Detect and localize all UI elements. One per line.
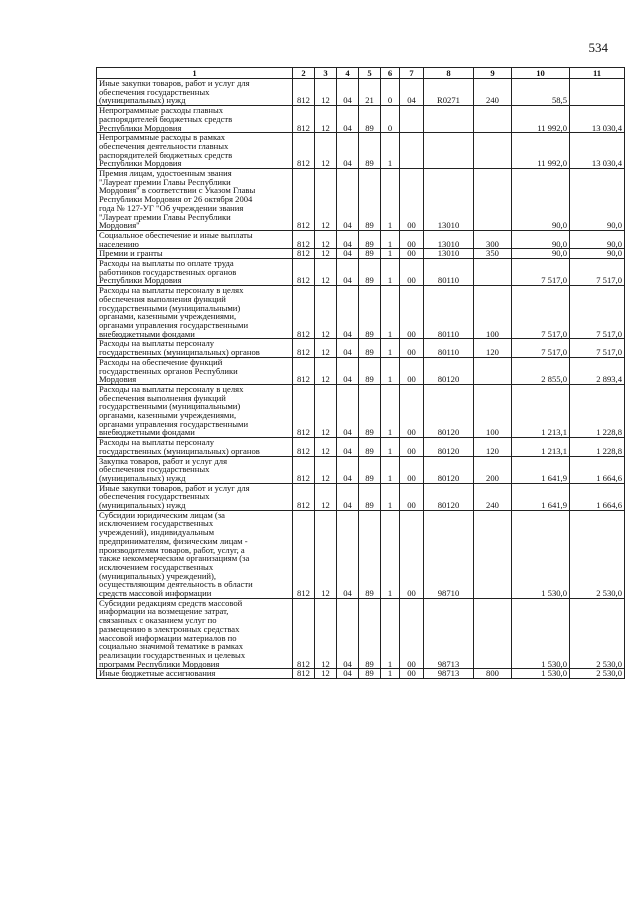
row-cell-col-7: 04 — [400, 79, 424, 106]
row-cell-col-9 — [474, 106, 512, 133]
row-cell-col-8: 80120 — [424, 456, 474, 483]
row-cell-col-6: 0 — [381, 106, 400, 133]
row-cell-col-11: 2 530,0 — [570, 598, 625, 669]
row-cell-col-4: 04 — [337, 483, 359, 510]
row-cell-col-5: 89 — [359, 510, 381, 598]
row-cell-col-6: 1 — [381, 249, 400, 259]
row-cell-col-2: 812 — [293, 438, 315, 456]
row-cell-col-8: 80120 — [424, 483, 474, 510]
row-cell-col-7: 00 — [400, 249, 424, 259]
row-cell-col-10: 11 992,0 — [512, 106, 570, 133]
row-cell-col-3: 12 — [315, 79, 337, 106]
column-header-8: 8 — [424, 68, 474, 79]
table-row — [97, 79, 625, 106]
row-cell-col-4: 04 — [337, 339, 359, 357]
row-cell-col-3: 12 — [315, 598, 337, 669]
row-cell-col-10: 7 517,0 — [512, 286, 570, 339]
row-cell-col-2: 812 — [293, 357, 315, 384]
row-cell-col-2: 812 — [293, 339, 315, 357]
row-cell-col-9 — [474, 357, 512, 384]
row-cell-col-4: 04 — [337, 259, 359, 286]
table-row — [97, 384, 625, 437]
row-cell-col-10: 7 517,0 — [512, 339, 570, 357]
row-cell-col-11: 2 893,4 — [570, 357, 625, 384]
row-cell-col-7: 00 — [400, 286, 424, 339]
row-cell-col-3: 12 — [315, 510, 337, 598]
row-cell-col-8: 98710 — [424, 510, 474, 598]
row-cell-col-6: 1 — [381, 357, 400, 384]
table-row — [97, 230, 625, 248]
row-cell-col-7: 00 — [400, 259, 424, 286]
row-cell-col-2: 812 — [293, 598, 315, 669]
row-cell-col-4: 04 — [337, 598, 359, 669]
row-cell-col-10: 90,0 — [512, 169, 570, 231]
row-name-cell: Субсидии редакциям средств массовой информации на возмещение затрат, связанных с оказанием услуг по размещению в электронных средствах массовой информации материалов по социально значимой тематике в рамках реализации государственных и целевых программ Республики Мордовия — [97, 598, 293, 669]
row-cell-col-4: 04 — [337, 456, 359, 483]
column-header-3: 3 — [315, 68, 337, 79]
row-cell-col-8: 13010 — [424, 169, 474, 231]
row-cell-col-10: 1 530,0 — [512, 598, 570, 669]
row-cell-col-6: 1 — [381, 438, 400, 456]
row-cell-col-9: 120 — [474, 438, 512, 456]
row-cell-col-10: 58,5 — [512, 79, 570, 106]
row-cell-col-2: 812 — [293, 669, 315, 679]
row-cell-col-4: 04 — [337, 669, 359, 679]
row-cell-col-2: 812 — [293, 384, 315, 437]
row-cell-col-8: 80120 — [424, 438, 474, 456]
row-cell-col-2: 812 — [293, 106, 315, 133]
row-name-cell: Социальное обеспечение и иные выплаты населению — [97, 230, 293, 248]
row-cell-col-8: 80110 — [424, 259, 474, 286]
row-cell-col-9: 100 — [474, 384, 512, 437]
row-cell-col-9: 100 — [474, 286, 512, 339]
row-cell-col-6: 1 — [381, 133, 400, 169]
row-cell-col-3: 12 — [315, 259, 337, 286]
row-cell-col-6: 1 — [381, 339, 400, 357]
row-cell-col-9: 800 — [474, 669, 512, 679]
row-name-cell: Расходы на выплаты по оплате труда работников государственных органов Республики Мордовия — [97, 259, 293, 286]
row-cell-col-10: 1 530,0 — [512, 669, 570, 679]
row-name-cell: Расходы на выплаты персоналу в целях обеспечения выполнения функций государственными (муниципальными) органами, казенными учреждениями, органами управления государственными внебюджетными фондами — [97, 286, 293, 339]
row-name-cell: Премия лицам, удостоенным звания "Лауреат премии Главы Республики Мордовия" в соответствии с Указом Главы Республики Мордовия от 26 октября 2004 года № 127-УГ "Об учреждении звания "Лауреат премии Главы Республики Мордовия" — [97, 169, 293, 231]
row-cell-col-5: 89 — [359, 339, 381, 357]
row-cell-col-5: 89 — [359, 169, 381, 231]
row-cell-col-9: 200 — [474, 456, 512, 483]
row-cell-col-11: 1 664,6 — [570, 456, 625, 483]
row-name-cell: Расходы на выплаты персоналу государственных (муниципальных) органов — [97, 339, 293, 357]
row-cell-col-2: 812 — [293, 483, 315, 510]
table-row — [97, 169, 625, 231]
row-cell-col-9: 120 — [474, 339, 512, 357]
row-cell-col-11: 7 517,0 — [570, 339, 625, 357]
row-cell-col-4: 04 — [337, 438, 359, 456]
row-cell-col-9 — [474, 169, 512, 231]
column-header-9: 9 — [474, 68, 512, 79]
row-cell-col-7: 00 — [400, 510, 424, 598]
row-cell-col-11: 90,0 — [570, 249, 625, 259]
row-cell-col-5: 89 — [359, 669, 381, 679]
row-name-cell: Непрограммные расходы в рамках обеспечения деятельности главных распорядителей бюджетных средств Республики Мордовия — [97, 133, 293, 169]
row-cell-col-6: 1 — [381, 483, 400, 510]
row-cell-col-6: 1 — [381, 510, 400, 598]
row-cell-col-2: 812 — [293, 249, 315, 259]
row-cell-col-10: 90,0 — [512, 230, 570, 248]
row-cell-col-4: 04 — [337, 79, 359, 106]
row-cell-col-2: 812 — [293, 456, 315, 483]
row-name-cell: Расходы на обеспечение функций государственных органов Республики Мордовия — [97, 357, 293, 384]
row-cell-col-11: 7 517,0 — [570, 259, 625, 286]
column-header-10: 10 — [512, 68, 570, 79]
row-cell-col-10: 90,0 — [512, 249, 570, 259]
table-row — [97, 669, 625, 679]
row-cell-col-8: 13010 — [424, 249, 474, 259]
column-header-7: 7 — [400, 68, 424, 79]
row-cell-col-6: 1 — [381, 669, 400, 679]
row-cell-col-11: 13 030,4 — [570, 106, 625, 133]
table-row — [97, 483, 625, 510]
row-cell-col-5: 89 — [359, 249, 381, 259]
row-cell-col-8: 80110 — [424, 286, 474, 339]
row-cell-col-5: 89 — [359, 286, 381, 339]
row-cell-col-3: 12 — [315, 286, 337, 339]
row-cell-col-10: 1 641,9 — [512, 456, 570, 483]
row-cell-col-10: 1 213,1 — [512, 384, 570, 437]
column-header-5: 5 — [359, 68, 381, 79]
column-header-1: 1 — [97, 68, 293, 79]
row-cell-col-8 — [424, 106, 474, 133]
row-cell-col-11: 1 228,8 — [570, 384, 625, 437]
row-cell-col-2: 812 — [293, 259, 315, 286]
row-cell-col-5: 89 — [359, 456, 381, 483]
row-cell-col-5: 89 — [359, 357, 381, 384]
row-cell-col-6: 0 — [381, 79, 400, 106]
row-cell-col-4: 04 — [337, 169, 359, 231]
row-cell-col-6: 1 — [381, 598, 400, 669]
row-cell-col-3: 12 — [315, 230, 337, 248]
row-cell-col-8 — [424, 133, 474, 169]
row-cell-col-4: 04 — [337, 249, 359, 259]
row-name-cell: Иные закупки товаров, работ и услуг для обеспечения государственных (муниципальных) нужд — [97, 79, 293, 106]
row-cell-col-5: 89 — [359, 106, 381, 133]
row-cell-col-5: 89 — [359, 259, 381, 286]
row-cell-col-10: 1 641,9 — [512, 483, 570, 510]
column-header-2: 2 — [293, 68, 315, 79]
row-cell-col-7: 00 — [400, 456, 424, 483]
row-cell-col-8: 98713 — [424, 669, 474, 679]
table-row — [97, 259, 625, 286]
row-cell-col-6: 1 — [381, 286, 400, 339]
table-row — [97, 286, 625, 339]
row-cell-col-8: 80120 — [424, 357, 474, 384]
row-cell-col-4: 04 — [337, 106, 359, 133]
row-cell-col-3: 12 — [315, 438, 337, 456]
row-cell-col-4: 04 — [337, 133, 359, 169]
row-cell-col-8: 80120 — [424, 384, 474, 437]
table-row — [97, 133, 625, 169]
row-cell-col-5: 89 — [359, 384, 381, 437]
row-cell-col-7: 00 — [400, 483, 424, 510]
row-cell-col-2: 812 — [293, 510, 315, 598]
row-cell-col-10: 1 213,1 — [512, 438, 570, 456]
row-cell-col-2: 812 — [293, 133, 315, 169]
row-cell-col-10: 7 517,0 — [512, 259, 570, 286]
table-row — [97, 106, 625, 133]
row-cell-col-4: 04 — [337, 384, 359, 437]
row-name-cell: Иные закупки товаров, работ и услуг для обеспечения государственных (муниципальных) нужд — [97, 483, 293, 510]
row-cell-col-7: 00 — [400, 230, 424, 248]
row-cell-col-10: 1 530,0 — [512, 510, 570, 598]
row-name-cell: Расходы на выплаты персоналу государственных (муниципальных) органов — [97, 438, 293, 456]
row-cell-col-2: 812 — [293, 230, 315, 248]
row-cell-col-8: 13010 — [424, 230, 474, 248]
row-cell-col-7 — [400, 106, 424, 133]
row-cell-col-5: 89 — [359, 133, 381, 169]
table-row — [97, 357, 625, 384]
row-cell-col-11: 90,0 — [570, 230, 625, 248]
column-header-6: 6 — [381, 68, 400, 79]
row-cell-col-3: 12 — [315, 357, 337, 384]
table-row — [97, 510, 625, 598]
row-cell-col-7 — [400, 133, 424, 169]
row-cell-col-7: 00 — [400, 169, 424, 231]
row-cell-col-9 — [474, 598, 512, 669]
row-cell-col-11: 90,0 — [570, 169, 625, 231]
row-cell-col-5: 21 — [359, 79, 381, 106]
row-cell-col-3: 12 — [315, 169, 337, 231]
row-cell-col-9: 300 — [474, 230, 512, 248]
row-cell-col-7: 00 — [400, 438, 424, 456]
row-cell-col-6: 1 — [381, 230, 400, 248]
row-cell-col-7: 00 — [400, 357, 424, 384]
row-cell-col-4: 04 — [337, 286, 359, 339]
row-cell-col-5: 89 — [359, 230, 381, 248]
row-cell-col-4: 04 — [337, 510, 359, 598]
table-row — [97, 438, 625, 456]
row-name-cell: Иные бюджетные ассигнования — [97, 669, 293, 679]
row-cell-col-7: 00 — [400, 384, 424, 437]
row-cell-col-3: 12 — [315, 384, 337, 437]
page-number: 534 — [588, 40, 608, 55]
row-cell-col-3: 12 — [315, 669, 337, 679]
row-cell-col-3: 12 — [315, 133, 337, 169]
row-cell-col-3: 12 — [315, 483, 337, 510]
row-cell-col-9: 240 — [474, 483, 512, 510]
row-cell-col-3: 12 — [315, 456, 337, 483]
row-cell-col-11: 1 228,8 — [570, 438, 625, 456]
table-row — [97, 339, 625, 357]
row-cell-col-6: 1 — [381, 384, 400, 437]
row-cell-col-3: 12 — [315, 249, 337, 259]
row-cell-col-8: 80110 — [424, 339, 474, 357]
row-cell-col-3: 12 — [315, 106, 337, 133]
row-cell-col-11: 2 530,0 — [570, 669, 625, 679]
row-cell-col-7: 00 — [400, 598, 424, 669]
row-cell-col-5: 89 — [359, 598, 381, 669]
row-cell-col-2: 812 — [293, 169, 315, 231]
row-cell-col-9 — [474, 259, 512, 286]
row-cell-col-4: 04 — [337, 357, 359, 384]
row-cell-col-11: 7 517,0 — [570, 286, 625, 339]
row-name-cell: Расходы на выплаты персоналу в целях обеспечения выполнения функций государственными (муниципальными) органами, казенными учреждениями, органами управления государственными внебюджетными фондами — [97, 384, 293, 437]
row-name-cell: Непрограммные расходы главных распорядителей бюджетных средств Республики Мордовия — [97, 106, 293, 133]
row-cell-col-6: 1 — [381, 259, 400, 286]
row-cell-col-5: 89 — [359, 438, 381, 456]
row-cell-col-6: 1 — [381, 456, 400, 483]
table-row — [97, 598, 625, 669]
column-header-4: 4 — [337, 68, 359, 79]
row-name-cell: Закупка товаров, работ и услуг для обеспечения государственных (муниципальных) нужд — [97, 456, 293, 483]
row-cell-col-11: 1 664,6 — [570, 483, 625, 510]
row-cell-col-8: 98713 — [424, 598, 474, 669]
row-cell-col-8: R0271 — [424, 79, 474, 106]
column-header-11: 11 — [570, 68, 625, 79]
row-cell-col-2: 812 — [293, 286, 315, 339]
row-cell-col-10: 2 855,0 — [512, 357, 570, 384]
row-cell-col-9: 240 — [474, 79, 512, 106]
row-cell-col-9 — [474, 510, 512, 598]
row-cell-col-9 — [474, 133, 512, 169]
row-cell-col-10: 11 992,0 — [512, 133, 570, 169]
row-cell-col-3: 12 — [315, 339, 337, 357]
row-cell-col-7: 00 — [400, 339, 424, 357]
row-cell-col-6: 1 — [381, 169, 400, 231]
row-cell-col-11: 2 530,0 — [570, 510, 625, 598]
row-cell-col-11: 13 030,4 — [570, 133, 625, 169]
row-cell-col-4: 04 — [337, 230, 359, 248]
row-cell-col-7: 00 — [400, 669, 424, 679]
table-header-row — [97, 68, 625, 79]
row-name-cell: Премии и гранты — [97, 249, 293, 259]
row-name-cell: Субсидии юридическим лицам (за исключением государственных учреждений), индивидуальным предпринимателям, физическим лицам - производителям товаров, работ, услуг, а также некоммерческим организациям (за исключением государственных (муниципальных) учреждений), осуществляющим деятельность в области средств массовой информации — [97, 510, 293, 598]
row-cell-col-2: 812 — [293, 79, 315, 106]
row-cell-col-9: 350 — [474, 249, 512, 259]
table-row — [97, 456, 625, 483]
row-cell-col-5: 89 — [359, 483, 381, 510]
row-cell-col-11 — [570, 79, 625, 106]
budget-table — [96, 67, 625, 679]
